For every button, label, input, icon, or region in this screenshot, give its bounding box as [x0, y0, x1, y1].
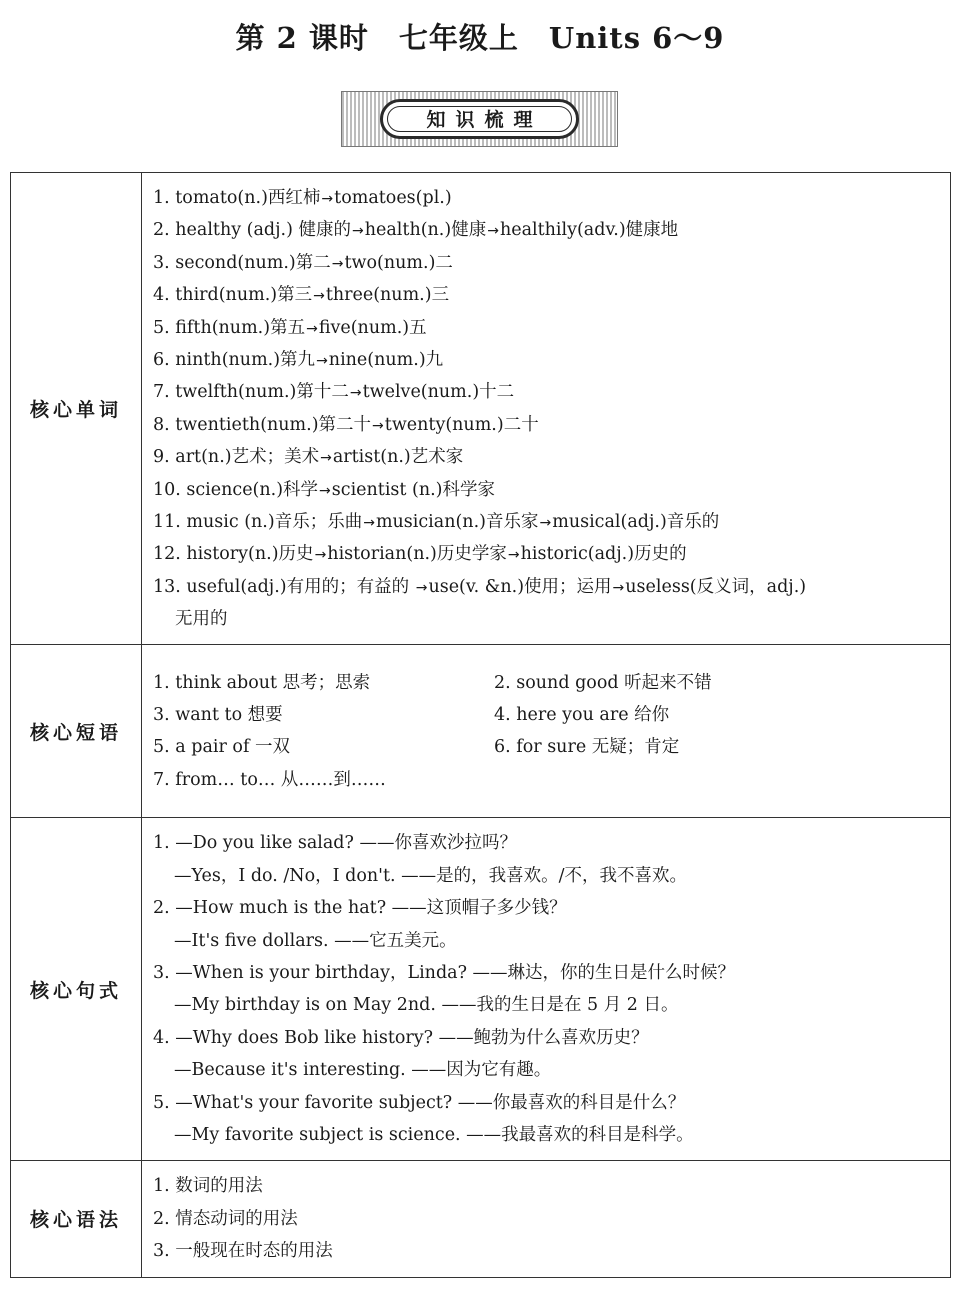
vocab-word: artist(n.)艺术家	[332, 447, 464, 468]
vocab-word: 11. music (n.)音乐；乐曲	[153, 511, 363, 532]
grammar-item: 1. 数词的用法	[153, 1176, 263, 1197]
arrow-right-icon: →	[539, 514, 552, 531]
grammar-label: 核心语法	[11, 1161, 142, 1277]
vocab-word: twenty(num.)二十	[384, 414, 539, 435]
grammar-item: 3. 一般现在时态的用法	[153, 1241, 333, 1262]
arrow-right-icon: →	[352, 223, 364, 240]
vocab-word: nine(num.)九	[328, 349, 444, 370]
vocab-item	[153, 506, 942, 538]
vocab-item	[153, 344, 942, 376]
grammar-item: 2. 情态动词的用法	[153, 1208, 298, 1229]
sentence-answer: —My birthday is on May 2nd. ——我的生日是在 5 月 2 日。	[174, 995, 679, 1016]
vocab-word: 3. second(num.)第二	[153, 252, 331, 273]
phrase-item: 5. a pair of 一双	[153, 737, 290, 758]
sentences-row	[11, 818, 951, 1161]
vocab-word: 5. fifth(num.)第五	[153, 317, 306, 338]
vocab-word: use(v. &n.)使用；运用	[428, 576, 612, 597]
arrow-right-icon: →	[331, 255, 344, 272]
vocab-word: twelve(num.)十二	[362, 382, 515, 403]
vocab-word: 6. ninth(num.)第九	[153, 349, 316, 370]
vocab-item	[153, 474, 942, 506]
badge-label: 知识梳理	[426, 109, 543, 131]
vocab-word: three(num.)三	[325, 285, 450, 306]
sentence-question: 1. —Do you like salad? ——你喜欢沙拉吗？	[153, 833, 517, 854]
vocab-word: musician(n.)音乐家	[375, 511, 539, 532]
arrow-right-icon: →	[349, 385, 362, 402]
title-lesson: 第 2 课时	[235, 21, 369, 55]
vocab-item	[153, 441, 942, 473]
vocab-word: 1. tomato(n.)西红柿	[153, 188, 321, 208]
sentences-label: 核心句式	[11, 818, 142, 1161]
vocab-item	[153, 279, 942, 311]
arrow-right-icon: →	[372, 417, 384, 434]
vocab-word: musical(adj.)音乐的	[552, 511, 720, 532]
grammar-row	[11, 1161, 951, 1277]
vocab-word: healthily(adv.)健康地	[499, 220, 679, 241]
sentence-answer: —Because it's interesting. ——因为它有趣。	[174, 1060, 552, 1081]
arrow-right-icon: →	[487, 223, 499, 240]
arrow-right-icon: →	[316, 352, 328, 369]
arrow-right-icon: →	[313, 288, 325, 305]
vocab-word: 9. art(n.)艺术；美术	[153, 447, 320, 468]
vocab-word: two(num.)二	[344, 252, 453, 273]
vocab-item	[153, 571, 942, 603]
arrow-right-icon: →	[507, 547, 520, 564]
arrow-right-icon: →	[320, 450, 332, 467]
arrow-right-icon: →	[319, 482, 331, 499]
phrase-item: 3. want to 想要	[153, 705, 283, 726]
vocab-word: historian(n.)历史学家	[327, 544, 507, 565]
vocab-word: 10. science(n.)科学	[153, 479, 319, 500]
sentence-question: 4. —Why does Bob like history? ——鲍勃为什么喜欢历史？	[153, 1027, 649, 1048]
vocab-row	[11, 173, 951, 645]
knowledge-table	[10, 172, 951, 1278]
phrase-item: 4. here you are 给你	[494, 705, 670, 726]
vocab-item	[153, 312, 942, 344]
vocab-word: 12. history(n.)历史	[153, 544, 314, 565]
vocab-word: 8. twentieth(num.)第二十	[153, 414, 372, 435]
vocab-item	[153, 214, 942, 246]
vocab-word: 2. healthy (adj.) 健康的	[153, 220, 352, 241]
vocab-item	[153, 182, 942, 214]
phrase-item: 7. from… to… 从……到……	[153, 769, 386, 790]
arrow-right-icon: →	[314, 547, 327, 564]
sentence-answer: —Yes，I do. /No，I don't. ——是的，我喜欢。/不，我不喜欢。	[174, 865, 687, 886]
vocab-word: five(num.)五	[318, 317, 427, 338]
title-units: Units 6～9	[548, 21, 725, 55]
vocab-content	[142, 173, 951, 645]
arrow-right-icon: →	[306, 320, 318, 337]
sentence-answer: —It's five dollars. ——它五美元。	[174, 930, 457, 951]
page-title	[0, 16, 960, 57]
vocab-word: 4. third(num.)第三	[153, 285, 313, 306]
section-badge	[341, 91, 618, 147]
vocab-word: health(n.)健康	[364, 220, 487, 241]
sentence-question: 5. —What's your favorite subject? ——你最喜欢的科目是什么？	[153, 1092, 686, 1113]
vocab-item	[153, 538, 942, 570]
sentence-question: 3. —When is your birthday，Linda? ——琳达，你的生日是什么时候？	[153, 963, 736, 984]
grammar-content	[142, 1161, 951, 1277]
phrase-item: 6. for sure 无疑；肯定	[494, 737, 680, 758]
vocab-item	[153, 409, 942, 441]
vocab-word: 7. twelfth(num.)第十二	[153, 382, 349, 403]
phrase-item: 1. think about 思考；思索	[153, 672, 371, 693]
arrow-right-icon: →	[612, 579, 625, 596]
vocab-word: tomatoes(pl.)	[334, 188, 452, 208]
arrow-right-icon: →	[415, 579, 428, 596]
vocab-word: 13. useful(adj.)有用的；有益的	[153, 576, 415, 597]
sentence-question: 2. —How much is the hat? ——这顶帽子多少钱？	[153, 898, 567, 919]
vocab-word: historic(adj.)历史的	[520, 544, 687, 565]
sentence-answer: —My favorite subject is science. ——我最喜欢的科目是科学。	[174, 1124, 694, 1145]
vocab-label: 核心单词	[11, 173, 142, 645]
vocab-item	[153, 247, 942, 279]
vocab-item-13-continuation: 无用的	[175, 609, 228, 630]
arrow-right-icon: →	[321, 191, 334, 207]
title-grade: 七年级上	[398, 21, 519, 55]
vocab-word: scientist (n.)科学家	[331, 479, 495, 500]
sentences-content	[142, 818, 951, 1161]
phrase-item: 2. sound good 听起来不错	[494, 672, 712, 693]
phrases-label: 核心短语	[11, 645, 142, 818]
phrases-content	[142, 645, 951, 818]
arrow-right-icon: →	[363, 514, 375, 531]
vocab-item	[153, 376, 942, 408]
phrases-row	[11, 645, 951, 818]
vocab-word: useless(反义词，adj.)	[625, 576, 807, 597]
